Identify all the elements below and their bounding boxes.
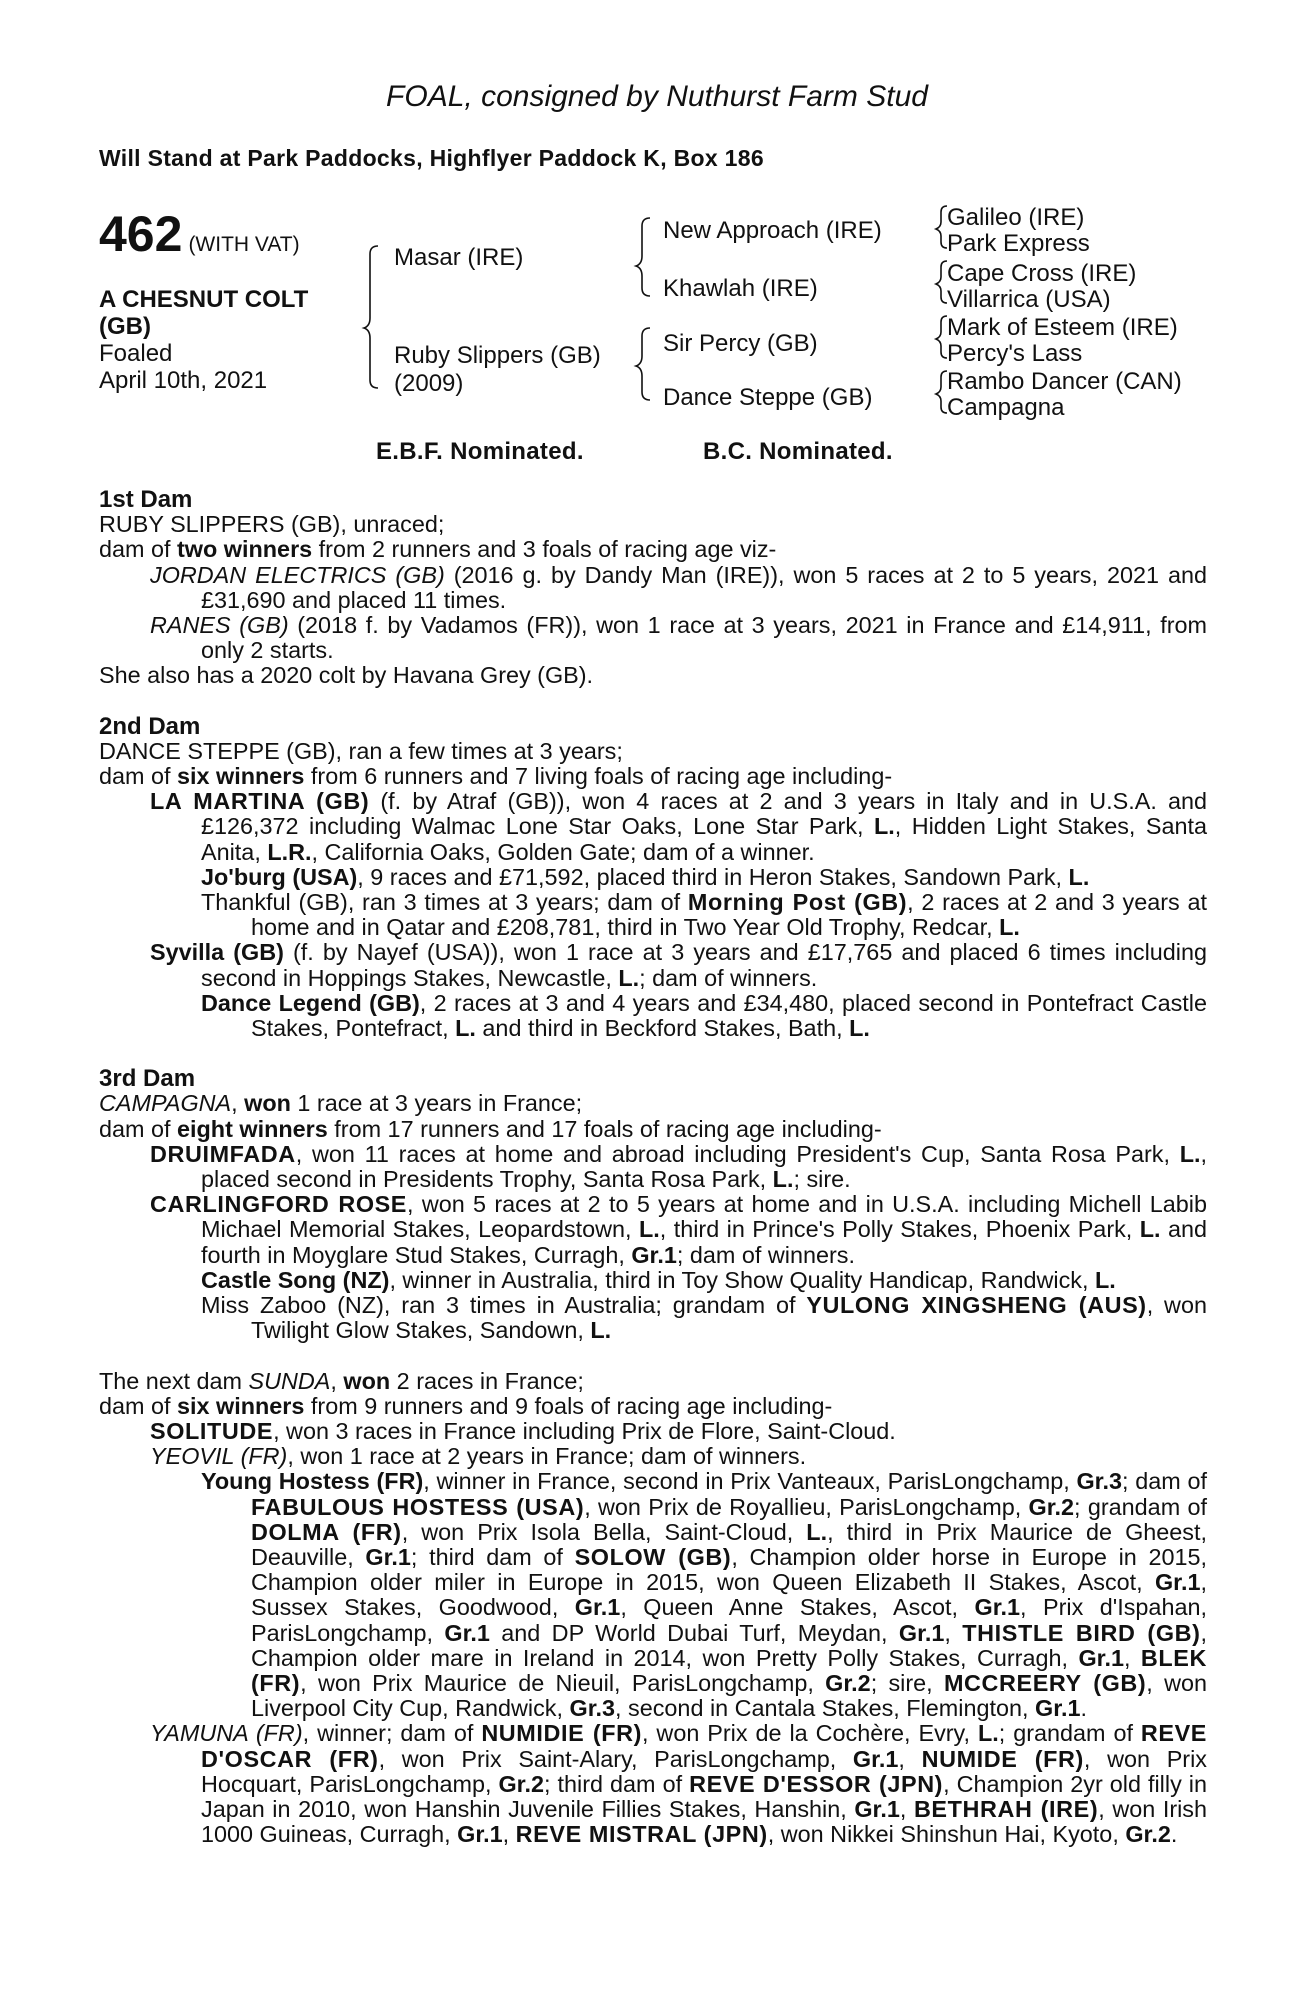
bracket-g3 [936, 316, 947, 358]
second-dam-heading: 2nd Dam [99, 712, 201, 740]
foaled-date: April 10th, 2021 [99, 367, 268, 394]
next-dam-intro: The next dam SUNDA, won 2 races in France; [99, 1367, 584, 1394]
progeny-entry: LA MARTINA (GB) (f. by Atraf (GB)), won 4 races at 2 and 3 years in Italy and in U.S.A. and £126,372 including Walmac Lone Star Oaks, Lone Star Park, L., Hidden Light Stakes, Santa Anita, L.R., California Oaks, Golden Gate; dam of a winner. [150, 788, 1207, 865]
progeny-entry: DRUIMFADA, won 11 races at home and abroad including President's Cup, Santa Rosa Park, L., placed second in Presidents Trophy, Santa Rosa Park, L.; sire. [150, 1140, 1207, 1193]
first-dam-heading: 1st Dam [99, 486, 193, 513]
first-dam-section [99, 487, 1207, 689]
dam-name: Ruby Slippers (GB) [394, 342, 601, 369]
vat-note: (WITH VAT) [188, 233, 300, 256]
ggp-8: Campagna [947, 394, 1065, 421]
third-dam-section [99, 1066, 1207, 1343]
progeny-entry: Jo'burg (USA), 9 races and £71,592, placed third in Heron Stakes, Sandown Park, L. [201, 863, 1090, 890]
first-dam-extra: She also has a 2020 colt by Havana Grey (GB). [99, 662, 594, 689]
third-dam-produce: dam of eight winners from 17 runners and 17 foals of racing age including- [99, 1115, 882, 1142]
progeny-entry: CARLINGFORD ROSE, won 5 races at 2 to 5 years at home and in U.S.A. including Michell Labib Michael Memorial Stakes, Leopardstown, L., third in Prince's Polly Stakes, Phoenix Park, L. and fourth in Moyglare Stud Stakes, Curragh, Gr.1; dam of winners. [150, 1191, 1207, 1268]
bracket-g2 [936, 261, 947, 303]
horse-origin: (GB) [99, 313, 151, 340]
progeny-entry: Castle Song (NZ), winner in Australia, third in Toy Show Quality Handicap, Randwick, L. [201, 1266, 1116, 1293]
first-dam-intro: RUBY SLIPPERS (GB), unraced; [99, 511, 445, 538]
next-dam-section [99, 1369, 1207, 1848]
ggp-7: Rambo Dancer (CAN) [947, 368, 1182, 395]
ggp-5: Mark of Esteem (IRE) [947, 314, 1178, 341]
first-dam-produce: dam of two winners from 2 runners and 3 foals of racing age viz- [99, 536, 777, 563]
dam-dam-name: Dance Steppe (GB) [663, 384, 873, 411]
progeny-entry: Syvilla (GB) (f. by Nayef (USA)), won 1 race at 3 years and £17,765 and placed 6 times including second in Hoppings Stakes, Newcastle, L.; dam of winners. [150, 939, 1207, 991]
bracket-g1 [936, 206, 947, 248]
progeny-entry: Miss Zaboo (NZ), ran 3 times in Australia; grandam of YULONG XINGSHENG (AUS), won Twilight Glow Stakes, Sandown, L. [201, 1292, 1207, 1344]
sire-dam-name: Khawlah (IRE) [663, 275, 818, 302]
progeny-entry: Young Hostess (FR), winner in France, second in Prix Vanteaux, ParisLongchamp, Gr.3; dam of FABULOUS HOSTESS (USA), won Prix de Royallieu, ParisLongchamp, Gr.2; grandam of DOLMA (FR), won Prix Isola Bella, Saint-Cloud, L., third in Prix Maurice de Gheest, Deauville, Gr.1; third dam of SOLOW (GB), Champion older horse in Europe in 2015, Champion older miler in Europe in 2015, won Queen Elizabeth II Stakes, Ascot, Gr.1, Sussex Stakes, Goodwood, Gr.1, Queen Anne Stakes, Ascot, Gr.1, Prix d'Ispahan, ParisLongchamp, Gr.1 and DP World Dubai Turf, Meydan, Gr.1, THISTLE BIRD (GB), Champion older mare in Ireland in 2014, won Pretty Polly Stakes, Curragh, Gr.1, BLEK (FR), won Prix Maurice de Nieuil, ParisLongchamp, Gr.2; sire, MCCREERY (GB), won Liverpool City Cup, Randwick, Gr.3, second in Cantala Stakes, Flemington, Gr.1. [201, 1468, 1208, 1722]
bracket-main [364, 246, 378, 388]
second-dam-intro: DANCE STEPPE (GB), ran a few times at 3 years; [99, 737, 623, 764]
progeny-entry: SOLITUDE, won 3 races in France including Prix de Flore, Saint-Cloud. [150, 1417, 896, 1444]
bracket-dam [636, 328, 650, 400]
progeny-entry: RANES (GB) (2018 f. by Vadamos (FR)), won 1 race at 3 years, 2021 in France and £14,911, from only 2 starts. [150, 612, 1207, 664]
progeny-entry: YAMUNA (FR), winner; dam of NUMIDIE (FR), won Prix de la Cochère, Evry, L.; grandam of REVE D'OSCAR (FR), won Prix Saint-Alary, ParisLongchamp, Gr.1, NUMIDE (FR), won Prix Hocquart, ParisLongchamp, Gr.2; third dam of REVE D'ESSOR (JPN), Champion 2yr old filly in Japan in 2010, won Hanshin Juvenile Fillies Stakes, Hanshin, Gr.1, BETHRAH (IRE), won Irish 1000 Guineas, Curragh, Gr.1, REVE MISTRAL (JPN), won Nikkei Shinshun Hai, Kyoto, Gr.2. [150, 1720, 1208, 1848]
page-title: FOAL, consigned by Nuthurst Farm Stud [386, 80, 928, 113]
horse-sex-colour: A CHESNUT COLT [99, 286, 309, 313]
progeny-entry: Dance Legend (GB), 2 races at 3 and 4 years and £34,480, placed second in Pontefract Castle Stakes, Pontefract, L. and third in Beckford Stakes, Bath, L. [201, 989, 1207, 1042]
ggp-1: Galileo (IRE) [947, 204, 1085, 231]
ebf-nomination: E.B.F. Nominated. [376, 438, 584, 465]
sire-name: Masar (IRE) [394, 244, 524, 271]
dam-sire-name: Sir Percy (GB) [663, 330, 818, 357]
third-dam-intro: CAMPAGNA, won 1 race at 3 years in France; [99, 1090, 583, 1117]
stand-location: Will Stand at Park Paddocks, Highflyer Paddock K, Box 186 [99, 145, 764, 171]
progeny-entry: JORDAN ELECTRICS (GB) (2016 g. by Dandy Man (IRE)), won 5 races at 2 to 5 years, 2021 and £31,690 and placed 11 times. [150, 561, 1207, 613]
ggp-6: Percy's Lass [947, 340, 1083, 367]
progeny-entry: Thankful (GB), ran 3 times at 3 years; dam of Morning Post (GB), 2 races at 2 and 3 years at home and in Qatar and £208,781, third in Two Year Old Trophy, Redcar, L. [201, 889, 1207, 941]
dam-year: (2009) [394, 370, 464, 397]
ggp-2: Park Express [947, 230, 1090, 257]
ggp-3: Cape Cross (IRE) [947, 260, 1137, 287]
next-dam-produce: dam of six winners from 9 runners and 9 foals of racing age including- [99, 1392, 833, 1419]
pedigree-notes [99, 487, 1207, 1847]
second-dam-section [99, 714, 1207, 1042]
bracket-g4 [936, 371, 947, 413]
lot-number: 462 [99, 206, 183, 262]
second-dam-produce: dam of six winners from 6 runners and 7 living foals of racing age including- [99, 763, 893, 790]
third-dam-heading: 3rd Dam [99, 1065, 196, 1093]
progeny-entry: YEOVIL (FR), won 1 race at 2 years in France; dam of winners. [150, 1443, 807, 1470]
bracket-sire [636, 218, 650, 296]
sire-sire-name: New Approach (IRE) [663, 217, 882, 244]
foaled-label: Foaled [99, 340, 173, 367]
ggp-4: Villarrica (USA) [947, 286, 1111, 313]
bc-nomination: B.C. Nominated. [703, 438, 893, 465]
